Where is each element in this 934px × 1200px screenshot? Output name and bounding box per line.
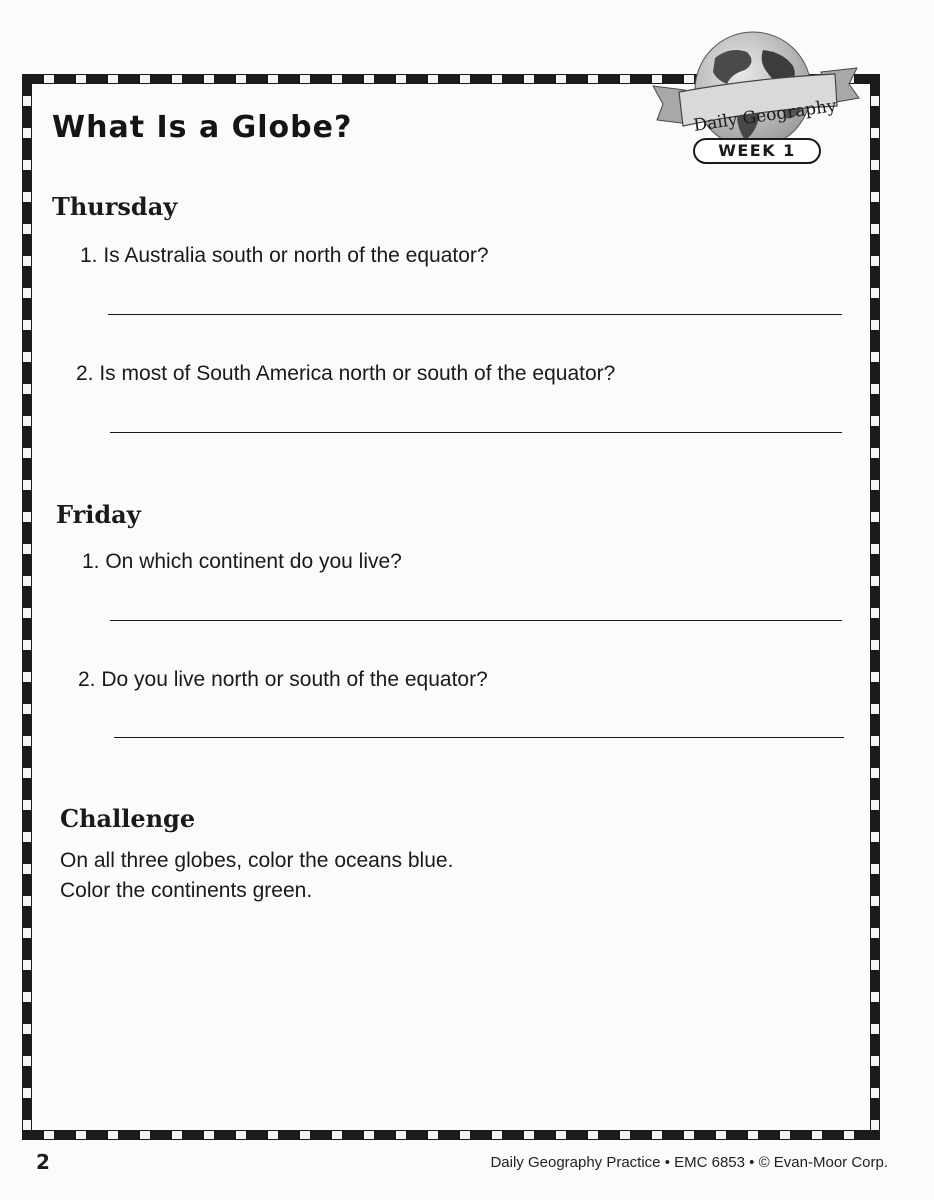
border-bottom — [22, 1130, 880, 1140]
challenge-line: Color the continents green. — [60, 879, 313, 902]
worksheet-border — [22, 74, 880, 1140]
challenge-heading: Challenge — [60, 804, 196, 833]
challenge-line: On all three globes, color the oceans blue. — [60, 849, 454, 872]
answer-line[interactable] — [108, 314, 842, 315]
thursday-question-2: 2. Is most of South America north or south of the equator? — [76, 362, 616, 385]
friday-heading: Friday — [56, 500, 141, 529]
challenge-instructions — [60, 846, 453, 906]
footer-credit: Daily Geography Practice • EMC 6853 • © Evan-Moor Corp. — [490, 1154, 888, 1171]
friday-question-1: 1. On which continent do you live? — [82, 550, 402, 573]
thursday-question-1: 1. Is Australia south or north of the equator? — [80, 244, 489, 267]
badge-label: Daily Geography — [692, 96, 838, 136]
friday-question-2: 2. Do you live north or south of the equator? — [78, 668, 488, 691]
daily-geography-badge — [645, 28, 865, 178]
worksheet-title: What Is a Globe? — [52, 110, 353, 145]
page-number: 2 — [36, 1150, 50, 1174]
border-right — [870, 74, 880, 1140]
answer-line[interactable] — [114, 737, 844, 738]
thursday-heading: Thursday — [52, 192, 178, 221]
border-left — [22, 74, 32, 1140]
week-badge: WEEK 1 — [693, 138, 821, 164]
answer-line[interactable] — [110, 432, 842, 433]
answer-line[interactable] — [110, 620, 842, 621]
